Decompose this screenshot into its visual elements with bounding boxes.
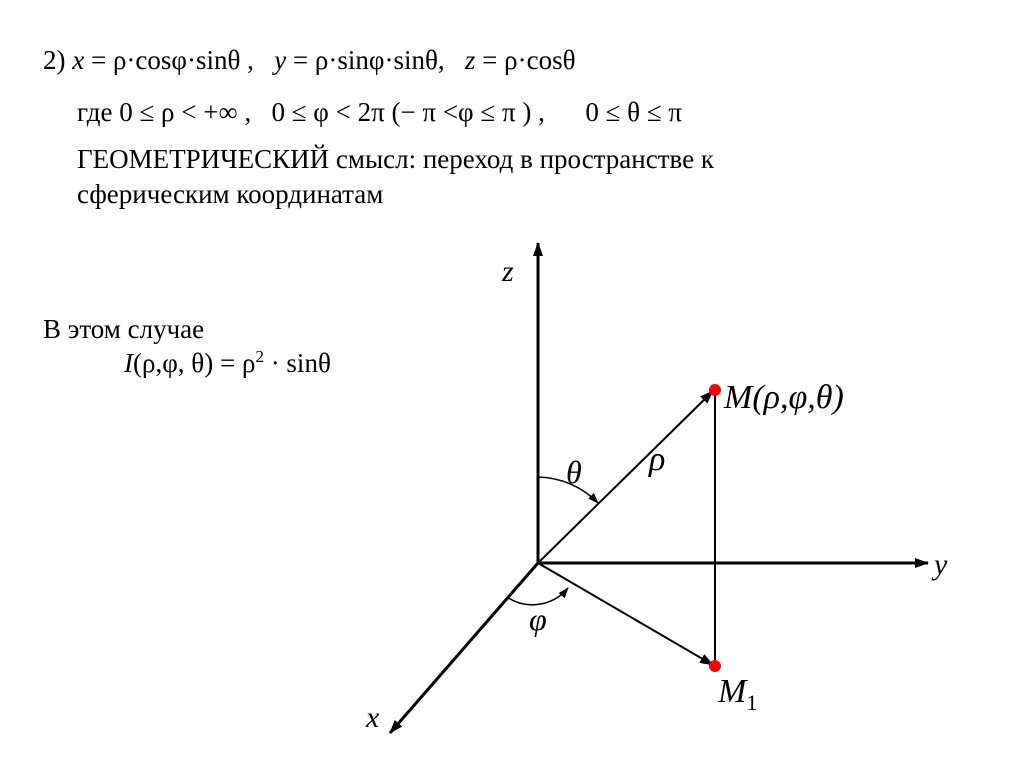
theta-label: θ (566, 454, 582, 490)
geometric-meaning-line-2: сферическим координатам (77, 179, 384, 209)
point-m1-label (717, 673, 757, 715)
jacobian-tail: · sinθ (263, 348, 331, 378)
point-m1-marker (709, 660, 721, 672)
theta-range: 0 ≤ θ ≤ π (585, 97, 683, 127)
point-m-marker (709, 384, 721, 396)
phi-range: 0 ≤ φ < 2π (− π <φ ≤ π ) , (271, 97, 545, 127)
rho-label: ρ (649, 441, 666, 478)
x-axis (390, 563, 538, 733)
point-m1-subscript: 1 (746, 690, 758, 715)
geometric-meaning-line-1: ГЕОМЕТРИЧЕСКИЙ смысл: переход в пространстве к (77, 144, 714, 174)
z-variable: z (464, 45, 476, 75)
z-axis-label: z (502, 255, 514, 288)
y-axis-label: y (934, 548, 948, 581)
jacobian-args: (ρ,φ, θ) = ρ (133, 348, 256, 378)
point-m1-name: M (718, 673, 747, 710)
jacobian-symbol: I (124, 348, 133, 378)
y-expression: = ρ·sinφ·sinθ, (286, 45, 445, 75)
point-m-label (723, 379, 844, 416)
x-variable: x (72, 45, 85, 75)
z-expression: = ρ·cosθ (475, 45, 576, 75)
jacobian-power: 2 (255, 347, 264, 366)
x-expression: = ρ·cosφ·sinθ , (84, 45, 254, 75)
radius-vector (538, 391, 713, 563)
point-m-coordinates: (ρ,φ,θ) (752, 379, 844, 416)
y-variable: y (274, 45, 287, 75)
projection-vector (538, 563, 713, 665)
rho-range: где 0 ≤ ρ < +∞ , (77, 97, 252, 127)
phi-label: φ (529, 601, 547, 637)
point-m-name: M (724, 379, 753, 416)
item-number: 2) (43, 45, 66, 75)
case-text: В этом случае (43, 314, 205, 344)
x-axis-label: x (366, 701, 380, 734)
